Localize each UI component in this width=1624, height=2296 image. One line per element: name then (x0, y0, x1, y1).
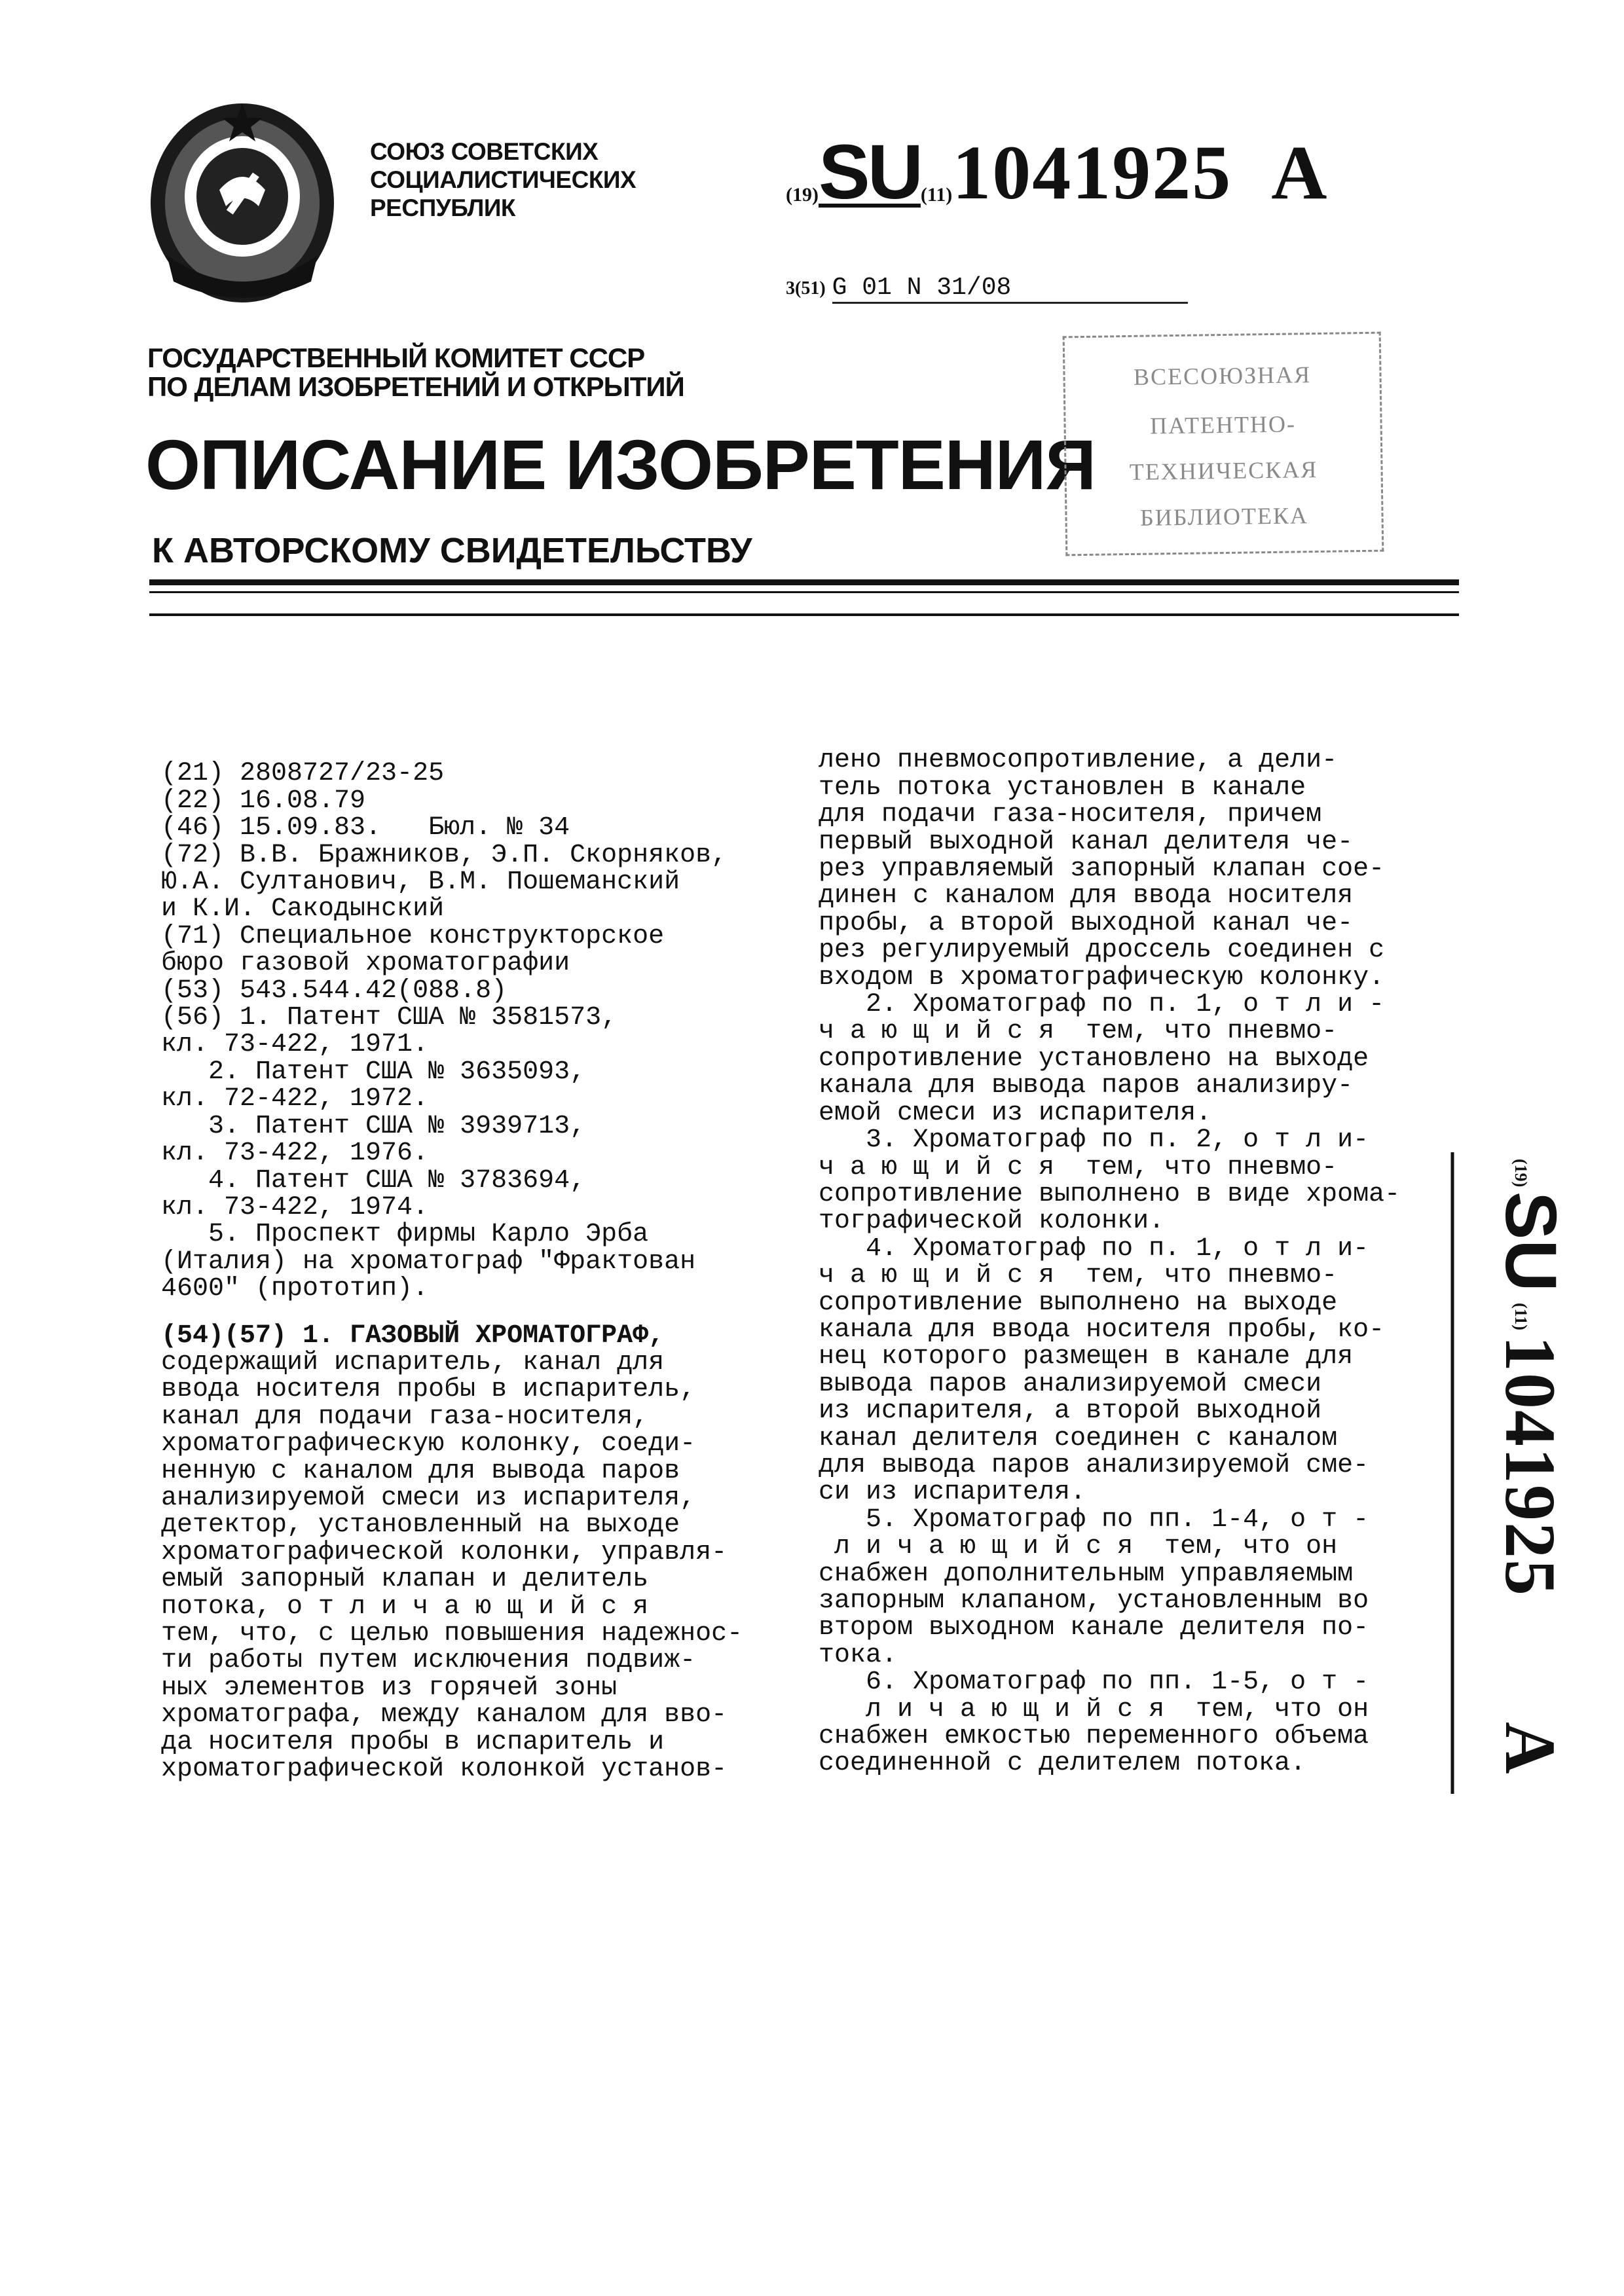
claim-line: нец которого размещен в канале для (819, 1342, 1354, 1372)
claim-line: снабжен дополнительным управляемым (819, 1559, 1354, 1589)
claim-line: пробы, а второй выходной канал че- (819, 908, 1354, 938)
patent-country: SU (818, 129, 921, 215)
claim-line: ч а ю щ и й с я тем, что пневмо- (819, 1017, 1338, 1047)
claim-line: ти работы путем исключения подвиж- (161, 1646, 696, 1676)
claim-line: хроматографической колонки, управля- (161, 1537, 728, 1567)
claim-line: ных элементов из горячей зоны (161, 1673, 618, 1703)
stamp-line: ВСЕСОЮЗНАЯ (1133, 361, 1312, 390)
union-name-line: СОЦИАЛИСТИЧЕСКИХ (370, 166, 637, 193)
number-code-label: (11) (920, 184, 953, 206)
biblio-line: кл. 73-422, 1976. (161, 1139, 429, 1169)
claim-1-heading: (54)(57) 1. ГАЗОВЫЙ ХРОМАТОГРАФ, (161, 1321, 665, 1351)
claim-line: запорным клапаном, установленным во (819, 1586, 1369, 1616)
biblio-line: кл. 73-422, 1971. (161, 1030, 429, 1060)
claim-line: сопротивление установлено на выходе (819, 1044, 1369, 1074)
country-code-label: (19) (786, 184, 819, 206)
claim-line: канал для подачи газа-носителя, (161, 1402, 649, 1432)
header-rule-thin (149, 591, 1459, 593)
claim-line: си из испарителя. (819, 1478, 1086, 1508)
patent-serial: 1041925 (952, 130, 1232, 215)
union-name (370, 137, 636, 222)
claim-line: лено пневмосопротивление, а дели- (819, 746, 1338, 776)
claim-line: хроматографическую колонку, соеди- (161, 1429, 696, 1459)
ussr-emblem-icon (141, 92, 344, 308)
biblio-line: кл. 72-422, 1972. (161, 1084, 429, 1114)
claim-line: канала для ввода носителя пробы, ко- (819, 1315, 1385, 1345)
side-serial: 1041925 (1490, 1336, 1570, 1597)
left-column (161, 733, 743, 1810)
claim-line: да носителя пробы в испаритель и (161, 1727, 665, 1757)
side-country: SU (1490, 1192, 1571, 1292)
claim-line: 5. Хроматограф по пп. 1-4, о т - (819, 1504, 1369, 1535)
claim-line: хроматографической колонкой установ- (161, 1755, 728, 1785)
biblio-line: 4600" (прототип). (161, 1274, 429, 1304)
claim-line: входом в хроматографическую колонку. (819, 962, 1385, 993)
committee-line: ГОСУДАРСТВЕННЫЙ КОМИТЕТ СССР (147, 342, 645, 373)
claim-line: 6. Хроматограф по пп. 1-5, о т - (819, 1667, 1369, 1698)
claim-line: 4. Хроматограф по п. 1, о т л и- (819, 1233, 1369, 1264)
library-stamp (1063, 332, 1384, 556)
claim-line: соединенной с делителем потока. (819, 1749, 1306, 1779)
ipc-classification (786, 272, 1188, 302)
committee-line: ПО ДЕЛАМ ИЗОБРЕТЕНИЙ И ОТКРЫТИЙ (147, 371, 684, 402)
claim-line: сопротивление выполнено на выходе (819, 1288, 1338, 1318)
biblio-line: (Италия) на хроматограф "Фрактован (161, 1247, 696, 1277)
claim-line: сопротивление выполнено в виде хрома- (819, 1179, 1401, 1209)
claim-line: рез управляемый запорный клапан сое- (819, 854, 1385, 884)
claim-line: ввода носителя пробы в испаритель, (161, 1375, 696, 1405)
side-code-19: (19) (1511, 1159, 1530, 1188)
claim-line: втором выходном канале делителя по- (819, 1613, 1369, 1643)
side-kind: A (1490, 1722, 1570, 1774)
side-patent-number (1447, 1113, 1571, 1807)
union-name-line: СОЮЗ СОВЕТСКИХ (370, 138, 599, 165)
union-name-line: РЕСПУБЛИК (370, 194, 515, 221)
claim-line: содержащий испаритель, канал для (161, 1347, 665, 1377)
biblio-line: (71) Специальное конструкторское (161, 921, 665, 951)
claim-line: потока, о т л и ч а ю щ и й с я (161, 1592, 649, 1622)
biblio-line: (46) 15.09.83. Бюл. № 34 (161, 813, 570, 843)
stamp-line: ТЕХНИЧЕСКАЯ (1129, 456, 1318, 486)
claim-line: тока. (819, 1640, 898, 1670)
ipc-value: G 01 N 31/08 (832, 274, 1189, 304)
claim-line: 2. Хроматограф по п. 1, о т л и - (819, 990, 1385, 1020)
claim-line: динен с каналом для ввода носителя (819, 881, 1354, 911)
claim-line: хроматографа, между каналом для вво- (161, 1700, 728, 1730)
side-code-11: (11) (1511, 1303, 1530, 1330)
claim-line: тем, что, с целью повышения надежнос- (161, 1619, 743, 1649)
patent-number (786, 128, 1327, 217)
biblio-line: бюро газовой хроматографии (161, 949, 570, 979)
biblio-line: 4. Патент США № 3783694, (161, 1165, 586, 1195)
claim-line: первый выходной канал делителя че- (819, 827, 1354, 857)
claim-line: емой смеси из испарителя. (819, 1098, 1212, 1128)
biblio-line: (53) 543.544.42(088.8) (161, 975, 507, 1006)
claim-line: 3. Хроматограф по п. 2, о т л и- (819, 1125, 1369, 1156)
claim-line: для подачи газа-носителя, причем (819, 800, 1322, 830)
claim-line: ч а ю щ и й с я тем, что пневмо- (819, 1261, 1338, 1291)
biblio-line: (21) 2808727/23-25 (161, 759, 445, 789)
claim-line: ненную с каналом для вывода паров (161, 1456, 680, 1486)
biblio-line: 3. Патент США № 3939713, (161, 1111, 586, 1141)
claim-line: л и ч а ю щ и й с я тем, что он (819, 1694, 1369, 1724)
claim-line: снабжен емкостью переменного объема (819, 1722, 1369, 1752)
claim-line: анализируемой смеси из испарителя, (161, 1483, 696, 1513)
claim-line: л и ч а ю щ и й с я тем, что он (819, 1532, 1338, 1562)
biblio-line: 2. Патент США № 3635093, (161, 1057, 586, 1087)
claim-line: из испарителя, а второй выходной (819, 1396, 1322, 1427)
claim-line: тографической колонки. (819, 1207, 1165, 1237)
biblio-line: Ю.А. Султанович, В.М. Пошеманский (161, 867, 680, 898)
patent-kind: A (1271, 130, 1327, 215)
stamp-line: БИБЛИОТЕКА (1139, 502, 1309, 531)
biblio-line: и К.И. Сакодынский (161, 894, 445, 924)
claim-line: для вывода паров анализируемой сме- (819, 1450, 1369, 1480)
biblio-line: 5. Проспект фирмы Карло Эрба (161, 1220, 649, 1250)
claim-line: канал делителя соединен с каналом (819, 1423, 1338, 1453)
right-column (819, 720, 1400, 1804)
claim-line: емый запорный клапан и делитель (161, 1565, 649, 1595)
claim-line: ч а ю щ и й с я тем, что пневмо- (819, 1152, 1338, 1182)
biblio-line: (22) 16.08.79 (161, 786, 366, 816)
document-title: ОПИСАНИЕ ИЗОБРЕТЕНИЯ (145, 425, 1096, 504)
claim-line: канала для вывода паров анализиру- (819, 1071, 1354, 1101)
header-rule-thick (149, 579, 1459, 585)
claim-line: детектор, установленный на выходе (161, 1510, 680, 1540)
stamp-line: ПАТЕНТНО- (1149, 410, 1297, 439)
header-rule-bottom (149, 613, 1459, 616)
ipc-code-label: 3(51) (786, 278, 826, 299)
biblio-line: кл. 73-422, 1974. (161, 1192, 429, 1222)
committee-name (147, 344, 684, 401)
claim-line: тель потока установлен в канале (819, 773, 1306, 803)
biblio-line: (72) В.В. Бражников, Э.П. Скорняков, (161, 840, 728, 870)
claim-line: рез регулируемый дроссель соединен с (819, 936, 1385, 966)
claim-line: вывода паров анализируемой смеси (819, 1369, 1322, 1399)
biblio-line: (56) 1. Патент США № 3581573, (161, 1003, 618, 1033)
document-subtitle: К АВТОРСКОМУ СВИДЕТЕЛЬСТВУ (152, 531, 752, 570)
